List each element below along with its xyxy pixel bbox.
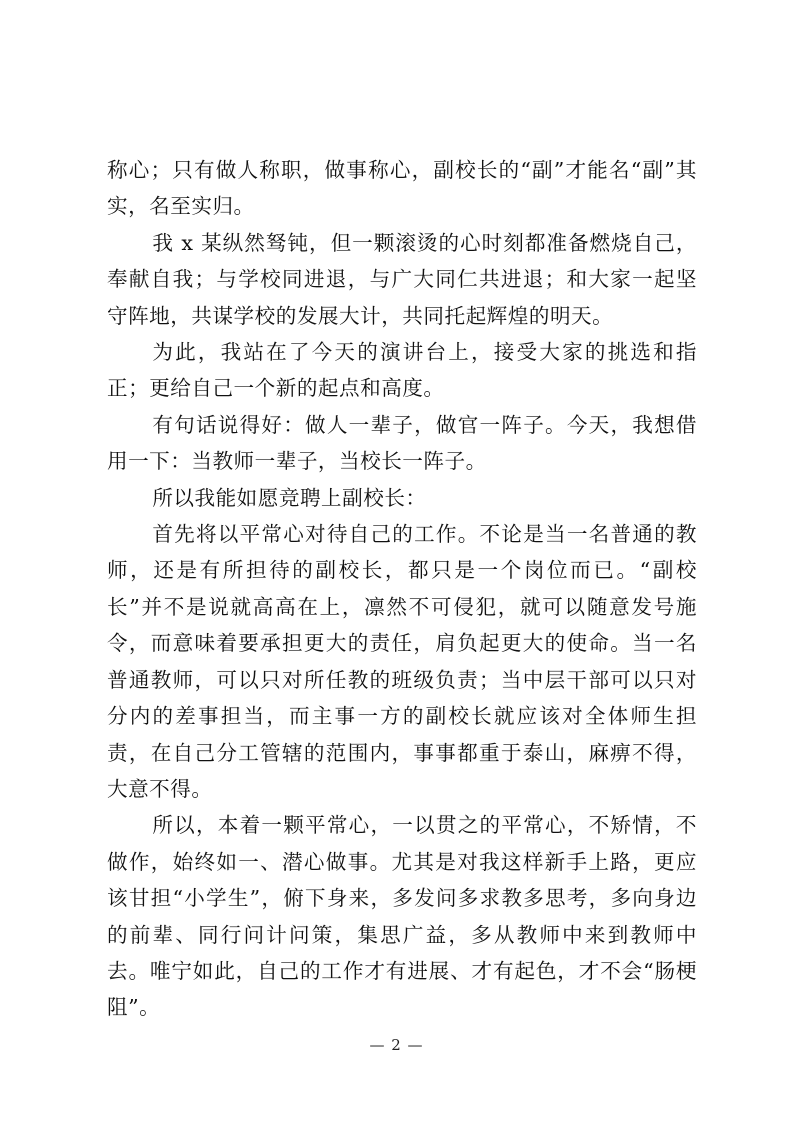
paragraph-7: 所以，本着一颗平常心，一以贯之的平常心，不矫情，不做作，始终如一、潜心做事。尤其是对我这样新手上路，更应该甘担“小学生”，俯下身来，多发问多求教多思考，多向身边的前辈、同行问计问策，集思广益，多从教师中来到教师中去。唯宁如此，自己的工作才有进展、才有起色，才不会“肠梗阻”。 bbox=[107, 813, 697, 1020]
paragraph-4: 有句话说得好：做人一辈子，做官一阵子。今天，我想借用一下：当教师一辈子，当校长一阵子。 bbox=[107, 412, 697, 474]
paragraph-1: 称心；只有做人称职，做事称心，副校长的“副”才能名“副”其实，名至实归。 bbox=[107, 158, 697, 219]
paragraph-6: 首先将以平常心对待自己的工作。不论是当一名普通的教师，还是有所担待的副校长，都只是一个岗位而已。“副校长”并不是说就高高在上，凛然不可侵犯，就可以随意发号施令，而意味着要承担更大的责任，肩负起更大的使命。当一名普通教师，可以只对所任教的班级负责；当中层干部可以只对分内的差事担当，而主事一方的副校长就应该对全体师生担责，在自己分工管辖的范围内，事事都重于泰山，麻痹不得，大意不得。 bbox=[107, 522, 697, 801]
body-text bbox=[107, 152, 697, 1026]
paragraph-3: 为此，我站在了今天的演讲台上，接受大家的挑选和指正；更给自己一个新的起点和高度。 bbox=[107, 340, 697, 401]
page-number: — 2 — bbox=[369, 1036, 424, 1054]
paragraph-5: 所以我能如愿竞聘上副校长： bbox=[152, 485, 427, 510]
paragraph-2: 我 x 某纵然驽钝，但一颗滚烫的心时刻都准备燃烧自己，奉献自我；与学校同进退，与广大同仁共进退；和大家一起坚守阵地，共谋学校的发展大计，共同托起辉煌的明天。 bbox=[107, 230, 697, 328]
